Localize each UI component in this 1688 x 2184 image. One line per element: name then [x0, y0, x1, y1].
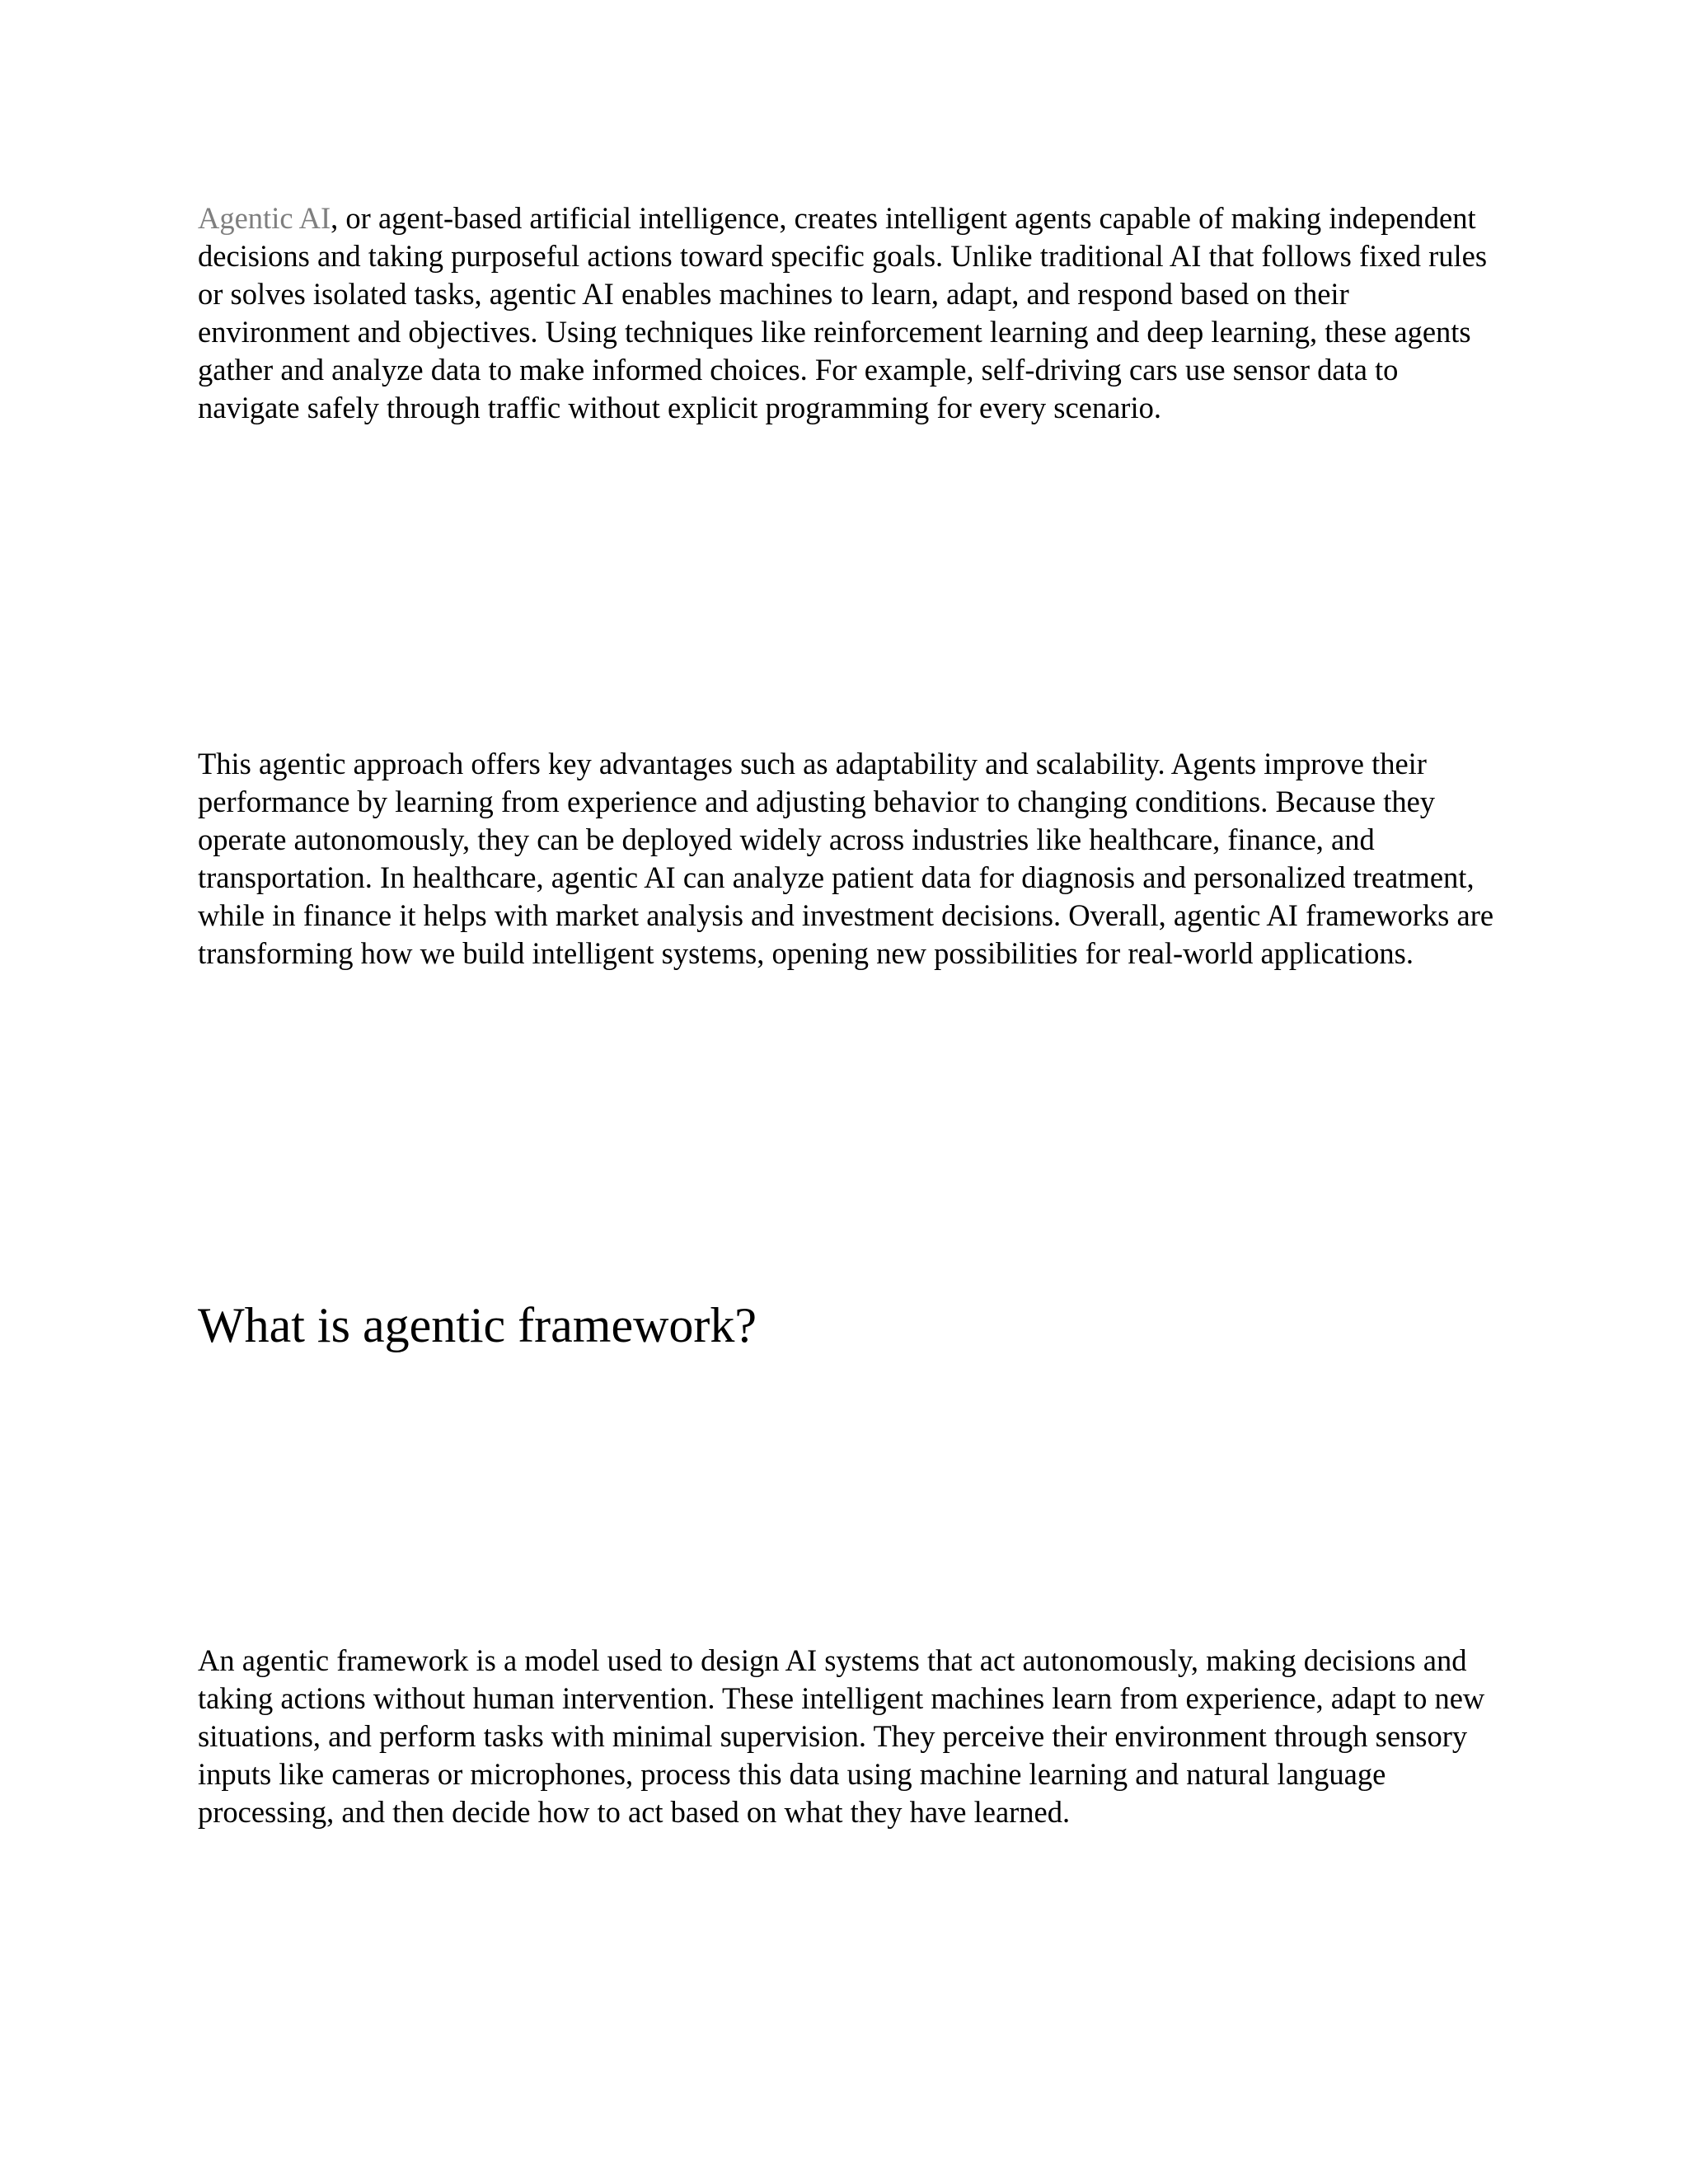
- intro-paragraph: [198, 199, 1496, 427]
- section-heading: What is agentic framework?: [198, 1298, 757, 1352]
- framework-paragraph: An agentic framework is a model used to design AI systems that act autonomously, making decisions and taking actions without human intervention. These intelligent machines learn from experience, adapt to new situations, and perform tasks with minimal supervision. They perceive their environment through sensory inputs like cameras or microphones, process this data using machine learning and natural language processing, and then decide how to act based on what they have learned.: [198, 1643, 1485, 1829]
- agentic-ai-link[interactable]: Agentic AI: [198, 201, 331, 235]
- intro-paragraph-text: , or agent-based artificial intelligence, creates intelligent agents capable of making independent decisions and taking purposeful actions toward specific goals. Unlike traditional AI that follows fixed rules or solves isolated tasks, agentic AI enables machines to learn, adapt, and respond based on their environment and objectives. Using techniques like reinforcement learning and deep learning, these agents gather and analyze data to make informed choices. For example, self-driving cars use sensor data to navigate safely through traffic without explicit programming for every scenario.: [198, 201, 1488, 424]
- advantages-paragraph: This agentic approach offers key advantages such as adaptability and scalability. Agents improve their performance by learning from experience and adjusting behavior to changing conditions. Because they operate autonomously, they can be deployed widely across industries like healthcare, finance, and transportation. In healthcare, agentic AI can analyze patient data for diagnosis and personalized treatment, while in finance it helps with market analysis and investment decisions. Overall, agentic AI frameworks are transforming how we build intelligent systems, opening new possibilities for real-world applications.: [198, 747, 1494, 970]
